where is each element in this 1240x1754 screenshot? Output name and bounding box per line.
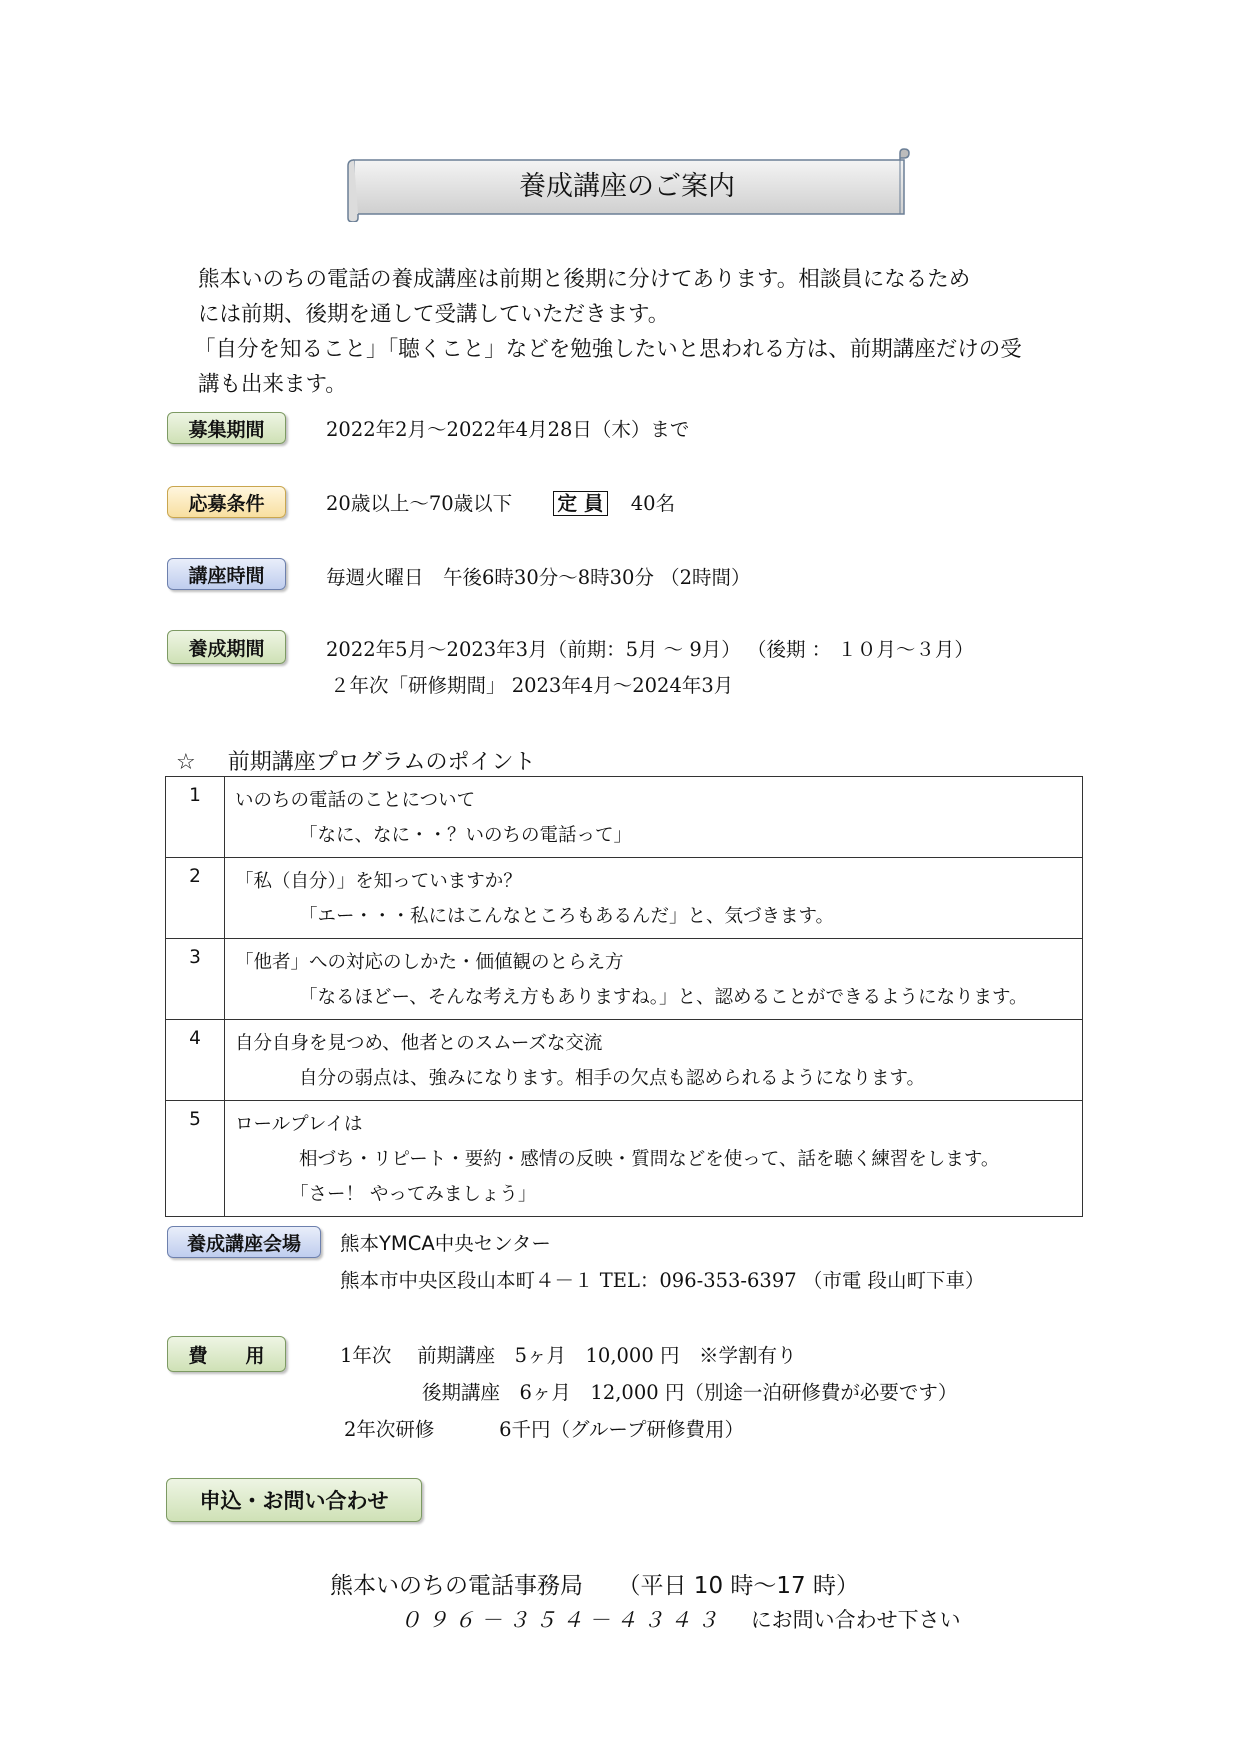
row-sub: 「なるほどー、そんな考え方もありますね。」と、認めることができるようになります。: [299, 987, 1028, 1008]
hours-value: 毎週火曜日 午後6時30分～8時30分 （2時間）: [326, 566, 751, 589]
intro-line-4: 講も出来ます。: [198, 372, 347, 397]
row-main: 自分自身を見つめ、他者とのスムーズな交流: [235, 1033, 603, 1054]
table-row: [166, 1101, 1083, 1217]
fees-line-2: 後期講座 6ヶ月 12,000 円（別途一泊研修費が必要です）: [422, 1381, 958, 1404]
row-sub: 「エー・・・私にはこんなところもあるんだ」と、気づきます。: [299, 906, 835, 927]
recruit-value: 2022年2月～2022年4月28日（木）まで: [326, 418, 690, 441]
intro-line-1: 熊本いのちの電話の養成講座は前期と後期に分けてあります。相談員になるため: [198, 267, 971, 292]
contact-office: 熊本いのちの電話事務局 （平日 10 時～17 時）: [330, 1573, 859, 1599]
training-line-1: 2022年5月～2023年3月（前期：5月 ～ 9月） （後期 ： １０月～３月）: [326, 638, 974, 661]
capacity-value: 40名: [630, 492, 676, 515]
fees-label: 費 用: [167, 1336, 286, 1372]
recruit-label: 募集期間: [167, 412, 286, 444]
intro-text: [194, 262, 1078, 402]
table-row: [166, 858, 1083, 939]
venue-name: 熊本YMCA中央センター: [340, 1232, 551, 1255]
program-heading-text: 前期講座プログラムのポイント: [227, 750, 536, 775]
row-content: [225, 1101, 1083, 1217]
row-sub: 「なに、なに・・？いのちの電話って」: [299, 825, 633, 846]
table-row: [166, 1020, 1083, 1101]
conditions-row: [326, 488, 675, 516]
row-content: [225, 939, 1083, 1020]
title-banner: [344, 148, 910, 218]
table-row: [166, 939, 1083, 1020]
fees-line-3: 2年次研修 6千円（グループ研修費用）: [344, 1418, 744, 1441]
row-content: [225, 1020, 1083, 1101]
contact-phone-line: [400, 1604, 961, 1634]
phone-suffix: にお問い合わせ下さい: [750, 1608, 961, 1632]
row-number: 2: [166, 858, 225, 939]
program-table: [165, 776, 1083, 1217]
row-number: 1: [166, 777, 225, 858]
row-content: [225, 858, 1083, 939]
training-line-2: ２年次「研修期間」 2023年4月～2024年3月: [330, 674, 734, 697]
capacity-label: 定 員: [553, 491, 609, 516]
row-main: 「他者」への対応のしかた・価値観のとらえ方: [235, 952, 624, 973]
fees-line-1: 1年次 前期講座 5ヶ月 10,000 円 ※学割有り: [340, 1344, 797, 1367]
row-sub-2: 「さー！ やってみましょう」: [290, 1184, 537, 1205]
intro-line-3: 「自分を知ること」「聴くこと」などを勉強したいと思われる方は、前期講座だけの受: [194, 337, 1022, 362]
table-row: [166, 777, 1083, 858]
row-sub: 相づち・リピート・要約・感情の反映・質問などを使って、話を聴く練習をします。: [299, 1149, 1000, 1170]
row-number: 3: [166, 939, 225, 1020]
row-number: 4: [166, 1020, 225, 1101]
phone-number[interactable]: ０９６－３５４－４３４３: [400, 1608, 724, 1632]
row-sub: 自分の弱点は、強みになります。相手の欠点も認められるようになります。: [299, 1068, 926, 1089]
star-icon: ☆: [176, 750, 196, 775]
row-number: 5: [166, 1101, 225, 1217]
intro-line-2: には前期、後期を通して受講していただきます。: [198, 302, 670, 327]
row-content: [225, 777, 1083, 858]
program-heading: [176, 745, 536, 776]
hours-label: 講座時間: [167, 558, 286, 590]
conditions-label: 応募条件: [167, 486, 286, 518]
contact-label: 申込・お問い合わせ: [166, 1478, 422, 1522]
venue-address: 熊本市中央区段山本町４－１ TEL：096-353-6397 （市電 段山町下車）: [340, 1269, 985, 1292]
row-main: ロールプレイは: [235, 1114, 363, 1135]
training-label: 養成期間: [167, 630, 286, 664]
conditions-value: 20歳以上～70歳以下: [326, 492, 513, 515]
venue-label: 養成講座会場: [167, 1226, 321, 1258]
page-title: 養成講座のご案内: [519, 170, 735, 202]
row-main: いのちの電話のことについて: [235, 790, 476, 811]
row-main: 「私（自分）」を知っていますか？: [235, 871, 522, 892]
